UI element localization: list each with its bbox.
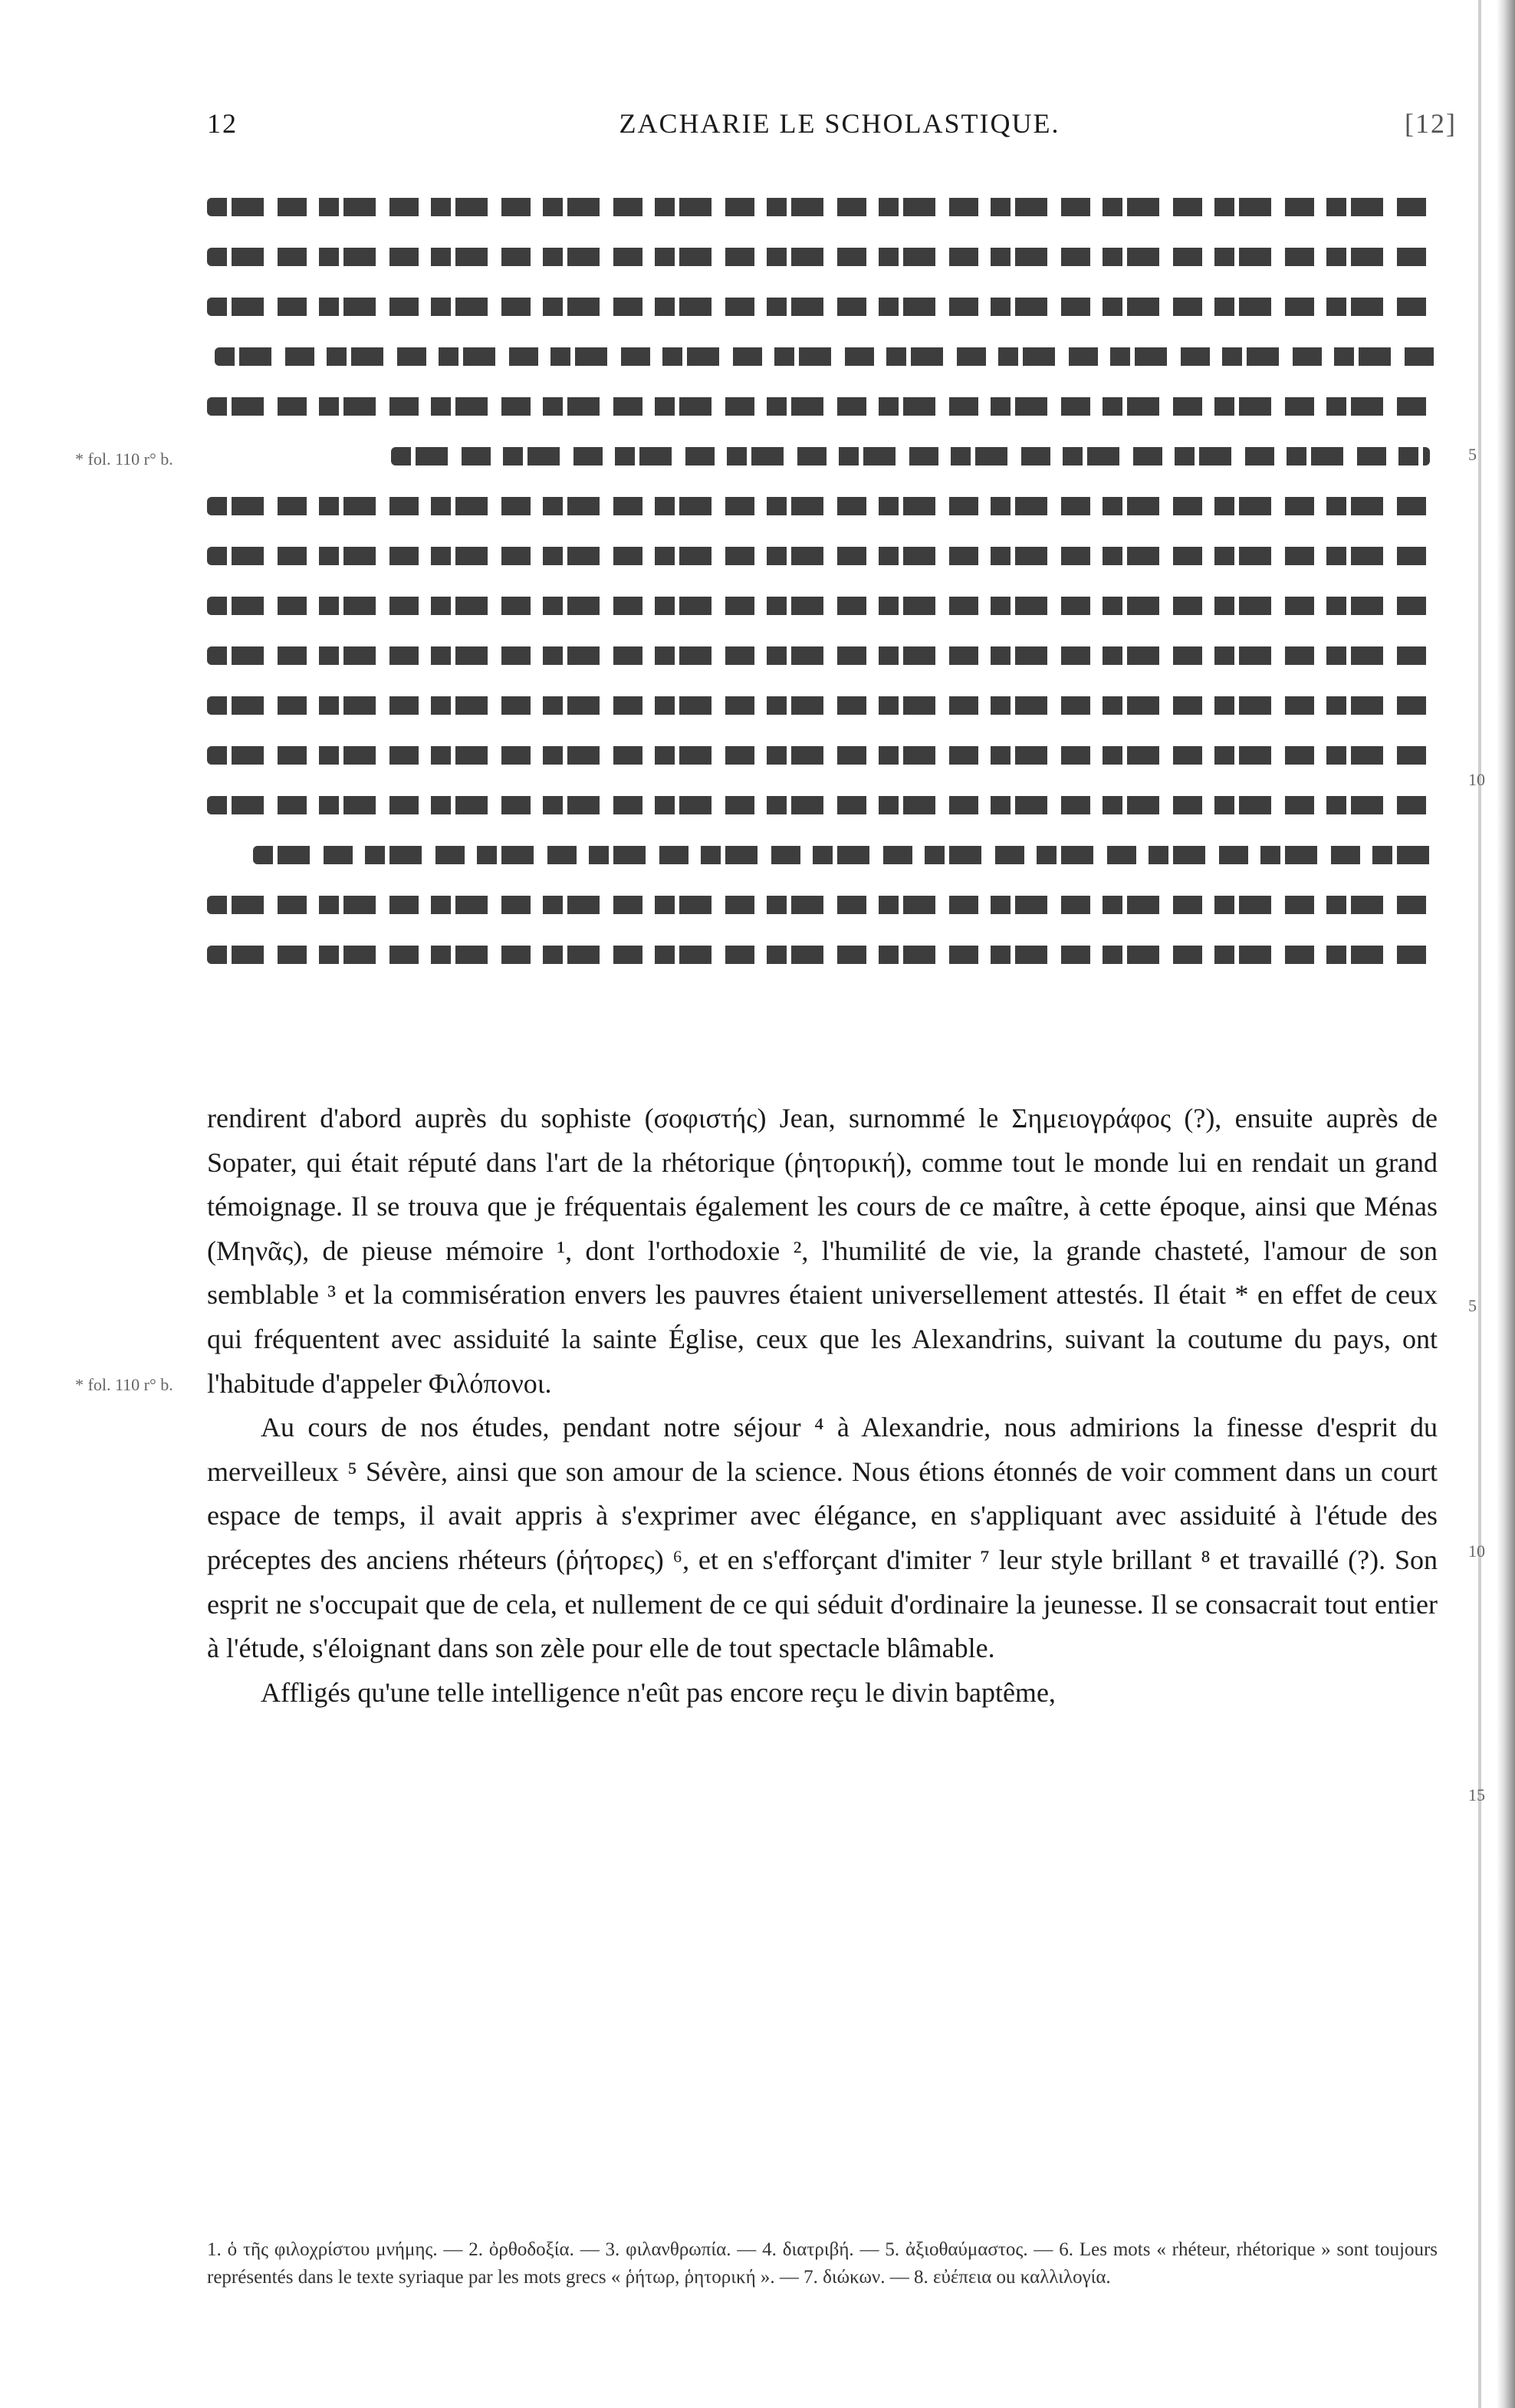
line-number: 5 (1468, 1296, 1477, 1315)
page-edge (1497, 0, 1515, 2408)
syriac-line (207, 176, 1438, 226)
paragraph: Affligés qu'une telle intelligence n'eût pas encore reçu le divin baptême, (261, 1676, 1056, 1708)
french-translation (207, 1097, 1438, 1715)
line-number: 5 (1468, 445, 1477, 464)
syriac-line (207, 675, 1438, 725)
syriac-line (207, 775, 1438, 824)
page-fold-line (1478, 0, 1481, 2408)
page-header (207, 107, 1472, 153)
syriac-line (207, 525, 1438, 575)
margin-folio-note: * fol. 110 r° b. (75, 1375, 173, 1394)
syriac-line (207, 326, 1438, 376)
line-number: 10 (1468, 770, 1485, 789)
syriac-line (207, 924, 1438, 974)
syriac-line (207, 226, 1438, 276)
syriac-text-block (207, 176, 1438, 974)
syriac-line (207, 376, 1438, 426)
line-number: 10 (1468, 1541, 1485, 1561)
syriac-line (207, 874, 1438, 924)
section-number: [12] (1405, 108, 1457, 139)
syriac-line (207, 575, 1438, 625)
line-number: 15 (1468, 1785, 1485, 1804)
paragraph: Au cours de nos études, pendant notre séjour ⁴ à Alexandrie, nous admirions la finesse d'esprit du merveilleux ⁵ Sévère, ainsi que son amour de la science. Nous étions étonnés de voir comment dans un court espace de temps, il avait appris à s'exprimer avec élégance, en s'appliquant avec assiduité à l'étude des préceptes des anciens rhéteurs (ῥήτορες) ⁶, et en s'efforçant d'imiter ⁷ leur style brillant ⁸ et travaillé (?). Son esprit ne s'occupait que de cela, et nullement de ce qui séduit d'ordinaire la jeunesse. Il se consacrait tout entier à l'étude, s'éloignant dans son zèle pour elle de tout spectacle blâmable. (207, 1412, 1438, 1664)
footnotes: 1. ὁ τῆς φιλοχρίστου μνήμης. — 2. ὀρθοδοξία. — 3. φιλανθρωπία. — 4. διατριβή. — 5. ἀξιοθαύμαστος. — 6. Les mots « rhéteur, rhétorique » sont toujours représentés dans le texte syriaque par les mots grecs « ῥήτωρ, ῥητορική ». — 7. διώκων. — 8. εὐέπεια ou καλλιλογία. (207, 2239, 1438, 2288)
syriac-line (207, 426, 1438, 475)
page-number: 12 (207, 108, 238, 139)
margin-folio-note: * fol. 110 r° b. (75, 449, 173, 469)
running-title: ZACHARIE LE SCHOLASTIQUE. (619, 108, 1060, 139)
syriac-line (207, 725, 1438, 775)
paragraph: rendirent d'abord auprès du sophiste (σοφιστής) Jean, surnommé le Σημειογράφος (?), ensuite auprès de Sopater, qui était réputé dans l'art de la rhétorique (ῥητορική), comme tout le monde lui en rendait un grand témoignage. Il se trouva que je fréquentais également les cours de ce maître, à cette époque, ainsi que Ménas (Μηνᾶς), de pieuse mémoire ¹, dont l'orthodoxie ², l'humilité de vie, la grande chasteté, l'amour de son semblable ³ et la commisération envers les pauvres étaient universellement attestés. Il était * en effet de ceux qui fréquentent avec assiduité la sainte Église, ceux que les Alexandrins, suivant la coutume du pays, ont l'habitude d'appeler Φιλόπονοι. (207, 1103, 1438, 1399)
syriac-line (207, 824, 1438, 874)
syriac-line (207, 276, 1438, 326)
syriac-line (207, 475, 1438, 525)
syriac-line (207, 625, 1438, 675)
